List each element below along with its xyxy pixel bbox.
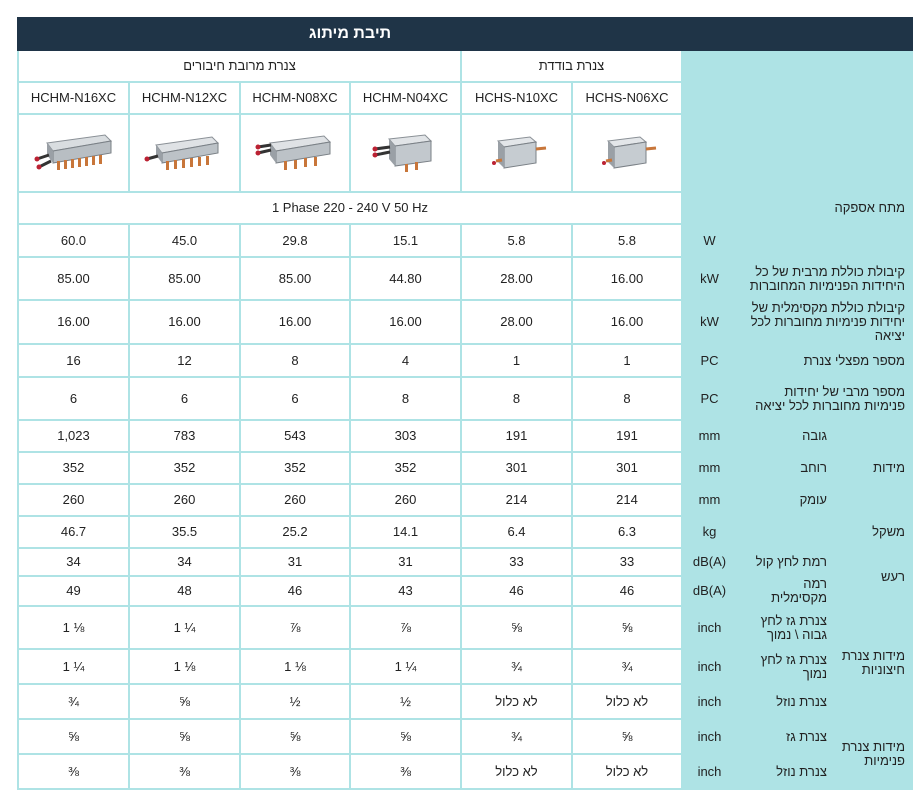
cell: 303 [350, 420, 461, 452]
cell: 1 ¼ [350, 649, 461, 684]
row-label: קיבולת כוללת מקסימלית של יחידות פנימיות מחוברות לכל יציאה [737, 300, 912, 344]
cell: ⅝ [350, 719, 461, 754]
cell: 28.00 [461, 300, 572, 344]
unit-cell: inch [682, 719, 737, 754]
unit-cell: kg [682, 516, 737, 548]
multi-branch-box-4-ports [350, 114, 461, 192]
multi-branch-box-16-ports [18, 114, 129, 192]
cell: 49 [18, 576, 129, 606]
unit-cell: mm [682, 452, 737, 484]
power-value: 1 Phase 220 - 240 V 50 Hz [18, 192, 682, 224]
cell: 35.5 [129, 516, 240, 548]
multi-branch-box-8-ports [240, 114, 350, 192]
cell: 16.00 [572, 257, 682, 300]
unit-cell: kW [682, 300, 737, 344]
cell: 260 [18, 484, 129, 516]
cell: ⅝ [461, 606, 572, 649]
cell: 16.00 [240, 300, 350, 344]
cell: 783 [129, 420, 240, 452]
cell: 16.00 [18, 300, 129, 344]
model-name: HCHS-N06XC [572, 82, 682, 114]
cell: 214 [461, 484, 572, 516]
spec-table [17, 17, 913, 790]
cell: 260 [129, 484, 240, 516]
sub-label: צנרת נוזל [737, 684, 834, 719]
cell: ⅞ [350, 606, 461, 649]
cell: 25.2 [240, 516, 350, 548]
cell: 46 [572, 576, 682, 606]
cell: 191 [461, 420, 572, 452]
cell: ⅜ [18, 754, 129, 789]
group-label-dimensions: מידות [834, 420, 912, 516]
model-name: HCHM-N16XC [18, 82, 129, 114]
cell: ⅞ [240, 606, 350, 649]
cell: 44.80 [350, 257, 461, 300]
cell: 301 [572, 452, 682, 484]
group-label-internal-pipes: מידות צנרת פנימיות [834, 719, 912, 789]
cell: ¾ [461, 719, 572, 754]
model-name: HCHM-N04XC [350, 82, 461, 114]
single-branch-box [572, 114, 682, 192]
group-multi-branch: צנרת מרובת חיבורים [18, 50, 461, 82]
table-title: תיבת מיתוג [18, 18, 682, 50]
cell: 5.8 [572, 224, 682, 257]
cell: 85.00 [240, 257, 350, 300]
header-label-block [682, 50, 912, 192]
cell: 15.1 [350, 224, 461, 257]
cell: 352 [240, 452, 350, 484]
cell: 1 ¼ [18, 649, 129, 684]
unit-cell: inch [682, 649, 737, 684]
cell: 33 [461, 548, 572, 576]
cell: 1 [572, 344, 682, 377]
cell: 6.3 [572, 516, 682, 548]
group-single-branch: צנרת בודדת [461, 50, 682, 82]
cell: לא כלול [572, 684, 682, 719]
cell: ½ [350, 684, 461, 719]
cell: לא כלול [461, 754, 572, 789]
cell: 6 [18, 377, 129, 420]
unit-cell: PC [682, 344, 737, 377]
cell: ⅜ [240, 754, 350, 789]
sub-label: עומק [737, 484, 834, 516]
unit-cell: inch [682, 754, 737, 789]
cell: 8 [350, 377, 461, 420]
model-name: HCHS-N10XC [461, 82, 572, 114]
sub-label: גובה [737, 420, 834, 452]
unit-cell: inch [682, 684, 737, 719]
cell: 46 [461, 576, 572, 606]
cell: 60.0 [18, 224, 129, 257]
cell: 34 [129, 548, 240, 576]
cell: 1 ⅛ [18, 606, 129, 649]
unit-cell: PC [682, 377, 737, 420]
cell: לא כלול [572, 754, 682, 789]
row-label: קיבולת כוללת מרבית של כל היחידות הפנימיות המחוברות [737, 257, 912, 300]
cell: 45.0 [129, 224, 240, 257]
cell: 8 [240, 344, 350, 377]
cell: 14.1 [350, 516, 461, 548]
cell: 16.00 [129, 300, 240, 344]
cell: ⅝ [240, 719, 350, 754]
cell: 6.4 [461, 516, 572, 548]
sub-label: צנרת גז [737, 719, 834, 754]
cell: 4 [350, 344, 461, 377]
cell: 352 [18, 452, 129, 484]
cell: 260 [240, 484, 350, 516]
row-label: מספר מרבי של יחידות פנימיות מחוברות לכל יציאה [737, 377, 912, 420]
cell: 31 [240, 548, 350, 576]
sub-label: צנרת גז לחץ גבוה \ נמוך [737, 606, 834, 649]
sub-label: צנרת נוזל [737, 754, 834, 789]
cell: 85.00 [18, 257, 129, 300]
unit-cell: dB(A) [682, 548, 737, 576]
group-label-external-pipes: מידות צנרת חיצוניות [834, 606, 912, 719]
unit-cell: dB(A) [682, 576, 737, 606]
group-label-noise: רעש [834, 548, 912, 606]
sub-label: רמת לחץ קול [737, 548, 834, 576]
cell: 85.00 [129, 257, 240, 300]
sub-label: רוחב [737, 452, 834, 484]
unit-cell: inch [682, 606, 737, 649]
cell: ⅜ [350, 754, 461, 789]
cell: 8 [461, 377, 572, 420]
cell: 352 [350, 452, 461, 484]
model-name: HCHM-N12XC [129, 82, 240, 114]
single-branch-box [461, 114, 572, 192]
multi-branch-box-12-ports [129, 114, 240, 192]
cell: 543 [240, 420, 350, 452]
cell: 6 [240, 377, 350, 420]
cell: ⅝ [572, 606, 682, 649]
cell: 31 [350, 548, 461, 576]
cell: ½ [240, 684, 350, 719]
cell: 16.00 [572, 300, 682, 344]
cell: ¾ [572, 649, 682, 684]
cell: 16 [18, 344, 129, 377]
cell: 1 ⅛ [129, 649, 240, 684]
cell: 6 [129, 377, 240, 420]
model-name: HCHM-N08XC [240, 82, 350, 114]
cell: 34 [18, 548, 129, 576]
cell: 1 [461, 344, 572, 377]
unit-cell: kW [682, 257, 737, 300]
title-spacer [682, 18, 912, 50]
cell: 12 [129, 344, 240, 377]
cell: 260 [350, 484, 461, 516]
sub-label: רמה מקסימלית [737, 576, 834, 606]
power-label: מתח אספקה [682, 192, 912, 224]
cell: 43 [350, 576, 461, 606]
cell: 46 [240, 576, 350, 606]
unit-cell: mm [682, 484, 737, 516]
cell: לא כלול [461, 684, 572, 719]
cell: 301 [461, 452, 572, 484]
cell: 33 [572, 548, 682, 576]
cell: 8 [572, 377, 682, 420]
cell: 29.8 [240, 224, 350, 257]
cell: 1 ¼ [129, 606, 240, 649]
cell: ¾ [461, 649, 572, 684]
cell: 16.00 [350, 300, 461, 344]
cell: 28.00 [461, 257, 572, 300]
cell: ¾ [18, 684, 129, 719]
cell: ⅝ [572, 719, 682, 754]
cell: ⅜ [129, 754, 240, 789]
row-label: משקל [737, 516, 912, 548]
cell: 352 [129, 452, 240, 484]
cell: 191 [572, 420, 682, 452]
cell: 5.8 [461, 224, 572, 257]
cell: 48 [129, 576, 240, 606]
row-label [737, 224, 912, 257]
sub-label: צנרת גז לחץ נמוך [737, 649, 834, 684]
unit-cell: mm [682, 420, 737, 452]
cell: 1,023 [18, 420, 129, 452]
cell: ⅝ [129, 719, 240, 754]
cell: 214 [572, 484, 682, 516]
cell: ⅝ [129, 684, 240, 719]
cell: 1 ⅛ [240, 649, 350, 684]
row-label: מספר מפצלי צנרת [737, 344, 912, 377]
cell: 46.7 [18, 516, 129, 548]
unit-cell: W [682, 224, 737, 257]
cell: ⅝ [18, 719, 129, 754]
